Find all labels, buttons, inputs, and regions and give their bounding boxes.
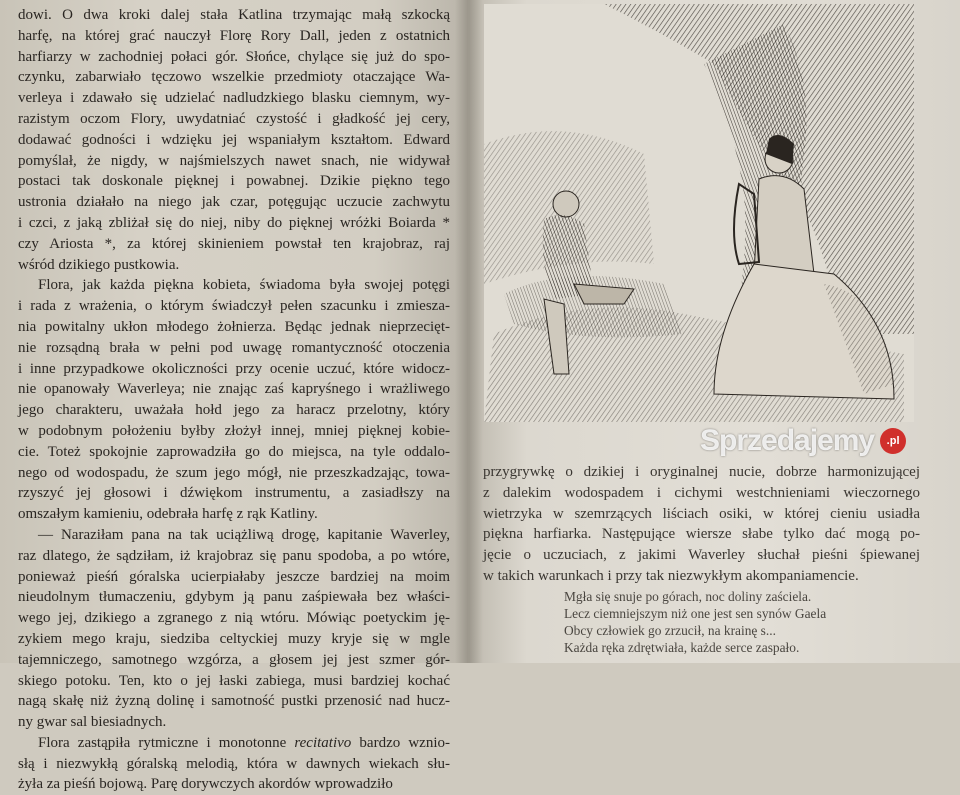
text-line: jęcie o uczuciach, z jakimi Waverley słuchał pieśni śpiewanej: [483, 547, 920, 564]
text-line: omszałym kamieniu, odebrała harfę z rąk Katliny.: [18, 506, 318, 523]
text-line: wego jej, dzikiego a zgranego z nią wtóru. Mówiąc poetyckim ję-: [18, 610, 450, 627]
text-line: postaci tak doskonale pięknej i powabnej. Dzikie piękno tego: [18, 173, 450, 190]
text-line: ny gwar sal biesiadnych.: [18, 714, 167, 731]
watermark-badge: .pl: [880, 428, 906, 454]
right-page-text: [483, 462, 920, 587]
left-page-text: [18, 5, 450, 795]
text-line: harfiarzy w zachodniej połaci gór. Słońce, chylące się już do spo-: [18, 48, 450, 65]
text-line: ponieważ pieśń góralska ucierpiałaby jeszcze bardziej na moim: [18, 568, 450, 585]
text-line: nieudolnym tłumaczeniu, gdybym ją panu zaśpiewała bez właści-: [18, 589, 450, 606]
text-line: nia powitalny ukłon młodego żołnierza. Będąc jednak nieprzecięt-: [18, 318, 450, 335]
text-line: żyła za pieśń bojową. Parę dorywczych akordów wprowadziło: [18, 776, 393, 793]
text-line: tajemniczego, samotnego wzgórza, a głosem jej jest szmer gór-: [18, 651, 450, 668]
text-line: cie. Toteż spokojnie zaprowadziła go do miejsca, na tyle oddalo-: [18, 443, 450, 460]
text-line: skiego potoku. Ten, kto o jej łaski zabiega, musi bardziej kochać: [18, 672, 450, 689]
engraving-illustration: [484, 4, 914, 422]
text-line: zykiem mego kraju, siedziba celtyckiej muzy kryje się w mgle: [18, 630, 450, 647]
text-line: przygrywkę o dzikiej i oryginalnej nucie, dobrze harmonizującej: [483, 464, 920, 480]
poem-stanza: [564, 588, 826, 656]
poem-line: Mgła się snuje po górach, noc doliny zaściela.: [564, 589, 812, 604]
text-line: harfę, na której grać nauczył Florę Rory Dall, jeden z ostatnich: [18, 27, 450, 44]
text-line: pomyślał, że nigdy, w najśmielszych nawet snach, nie widywał: [18, 152, 450, 169]
watermark: [700, 424, 906, 458]
text-line: czynku, zabarwiało tęczowo wszelkie przedmioty otaczające Wa-: [18, 69, 450, 86]
text-line: słą i niezwykłą góralską melodią, która w dawnych wiekach słu-: [18, 755, 450, 772]
poem-line: Obcy człowiek go zrzucił, na krainę s...: [564, 623, 776, 638]
text-line: — Naraziłam pana na tak uciążliwą drogę, kapitanie Waverley,: [38, 526, 450, 543]
text-line: z dalekim wodospadem i cichymi westchnieniami wieczornego: [483, 484, 920, 501]
text-line: nie rozsądną brała w pełni pod uwagę romantyczność otoczenia: [18, 339, 450, 356]
text-line: verleya i zdawało się udzielać nadludzkiego blasku ciemnym, wy-: [18, 90, 450, 107]
text-line: w podobnym położeniu byłby złożył innej, mniej pięknej kobie-: [18, 422, 450, 439]
text-line: dowi. O dwa kroki dalej stała Katlina trzymając małą szkocką: [18, 7, 450, 23]
text-line: i czci, z jaką zbliżał się do niej, niby do pięknej wróżki Boiarda *: [18, 214, 450, 231]
book-gutter: [455, 0, 483, 663]
text-line: razistym oczom Flory, uwydatniać czystość i gładkość jej cery,: [18, 110, 450, 127]
text-line: nagą skałę niż żyzną dolinę i samotność pustki przenosić nad hucz-: [18, 693, 450, 710]
text-line: w takich warunkach i przy tak niezwykłym akompaniamencie.: [483, 567, 859, 584]
text-line: wietrzyka w szemrzących liściach osiki, w której cieniu usiadła: [483, 505, 920, 522]
text-line: dodawać godności i wdzięku jej wspaniałym kształtom. Edward: [18, 131, 450, 148]
text-line: i inne przypadkowe okoliczności przy ocenie uczuć, które widocz-: [18, 360, 450, 377]
text-line: piękna harfiarka. Następujące wiersze słabe tylko dać mogą po-: [483, 526, 920, 543]
watermark-logo: Sprzedajemy: [700, 424, 875, 457]
poem-line: Każda ręka zdrętwiała, każde serce zaspało.: [564, 640, 800, 655]
text-line: nego od wodospadu, że szum jego mógł, nie przeszkadzając, towa-: [18, 464, 450, 481]
text-line: raz dlatego, że sądziłam, iż krajobraz się panu spodoba, a po wtóre,: [18, 547, 450, 564]
text-line: rzyszyć jej głosowi i dźwiękom instrumentu, a zasiadłszy na: [18, 485, 450, 502]
text-line: Flora zastąpiła rytmiczne i monotonne recitativo bardzo wznio-: [38, 734, 450, 751]
text-line: i rada z wrażenia, o którym świadczył pełen szacunku i zmiesza-: [18, 298, 450, 315]
text-line: jego charakteru, uważała hołd jego za haracz przelotny, który: [18, 402, 450, 419]
text-line: Flora, jak każda piękna kobieta, świadoma była swojej potęgi: [38, 277, 450, 294]
text-line: czy Ariosta *, za której skinieniem powstał ten krajobraz, raj: [18, 235, 450, 252]
text-line: ustronia działało na niego jak czar, potęgując uczucie zachwytu: [18, 194, 450, 211]
text-line: wśród dzikiego pustkowia.: [18, 256, 180, 273]
text-line: nie opanowały Waverleya; nie znając zaś kapryśnego i wrażliwego: [18, 381, 450, 398]
poem-line: Lecz ciemniejszym niż one jest sen synów Gaela: [564, 606, 827, 621]
